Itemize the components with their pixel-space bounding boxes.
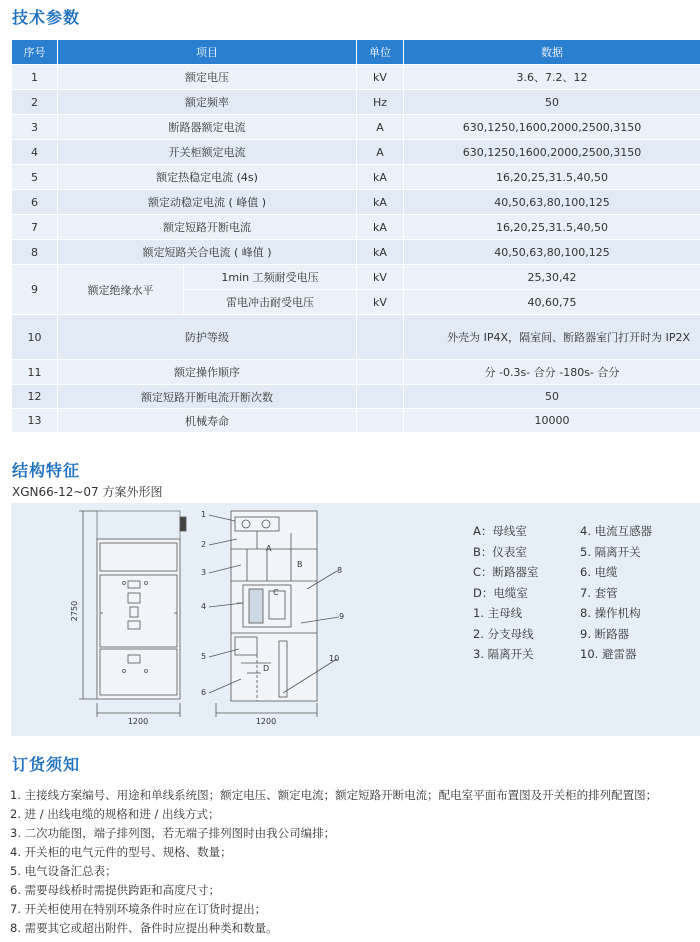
cell-no: 7 <box>12 215 58 240</box>
cell-data: 16,20,25,31.5,40,50 <box>404 165 700 190</box>
header-no: 序号 <box>12 40 58 65</box>
cell-unit: kA <box>357 240 404 265</box>
callout-4: 4 <box>201 602 207 611</box>
cell-unit: A <box>357 140 404 165</box>
table-row <box>12 190 700 215</box>
cell-no: 4 <box>12 140 58 165</box>
callout-5: 5 <box>201 652 207 661</box>
cell-item: 额定频率 <box>58 90 357 115</box>
figure-caption: XGN66-12~07 方案外形图 <box>12 485 163 499</box>
cell-data: 25,30,42 <box>404 265 700 290</box>
cell-no: 6 <box>12 190 58 215</box>
legend-item: 2. 分支母线 <box>473 626 534 641</box>
cell-item: 额定短路开断电流开断次数 <box>58 385 357 409</box>
cell-data: 630,1250,1600,2000,2500,3150 <box>404 140 700 165</box>
cell-unit <box>357 360 404 385</box>
switchgear-outline-drawing <box>11 503 471 736</box>
section-title-ordering: 订货须知 <box>12 755 81 774</box>
callout-9: 9 <box>339 612 345 621</box>
table-row <box>12 315 700 360</box>
spec-table <box>11 39 700 433</box>
note-item: 2. 进 / 出线电缆的规格和进 / 出线方式； <box>10 807 220 821</box>
legend-item: C：断路器室 <box>473 565 539 579</box>
table-row <box>12 360 700 385</box>
compartment-label-a: A <box>266 544 272 553</box>
cell-item: 额定操作顺序 <box>58 360 357 385</box>
cell-data: 40,60,75 <box>404 290 700 315</box>
note-item: 5. 电气设备汇总表； <box>10 864 117 878</box>
table-header-row <box>12 40 700 65</box>
note-item: 7. 开关柜使用在特别环境条件时应在订货时提出； <box>10 902 267 916</box>
cell-item: 额定短路关合电流 ( 峰值 ) <box>58 240 357 265</box>
cell-data: 10000 <box>404 409 700 433</box>
cell-data: 外壳为 IP4X，隔室间、断路器室门打开时为 IP2X <box>404 315 700 360</box>
legend-item: A：母线室 <box>473 524 527 538</box>
legend-item: 8. 操作机构 <box>580 606 641 620</box>
dimension-width-right-label: 1200 <box>255 717 277 726</box>
cell-unit: A <box>357 115 404 140</box>
cell-data: 50 <box>404 385 700 409</box>
dimension-height-label: 2750 <box>70 600 79 622</box>
legend-item: 6. 电缆 <box>580 565 618 579</box>
table-row <box>12 165 700 190</box>
legend-item: 1. 主母线 <box>473 606 523 620</box>
cell-item: 断路器额定电流 <box>58 115 357 140</box>
cell-item: 防护等级 <box>58 315 357 360</box>
cell-no: 12 <box>12 385 58 409</box>
legend-item: 9. 断路器 <box>580 626 630 641</box>
note-item: 6. 需要母线桥时需提供跨距和高度尺寸； <box>10 883 221 897</box>
cell-item: 额定绝缘水平 <box>58 265 184 315</box>
cell-unit: kA <box>357 165 404 190</box>
legend-row <box>473 646 652 667</box>
cell-unit: kV <box>357 65 404 90</box>
cell-item: 机械寿命 <box>58 409 357 433</box>
header-unit: 单位 <box>357 40 404 65</box>
note-item: 1. 主接线方案编号、用途和单线系统图；额定电压、额定电流；额定短路开断电流；配电室平面布置图及开关柜的排列配置图； <box>10 788 658 802</box>
legend-row <box>473 523 652 544</box>
table-row <box>12 65 700 90</box>
compartment-label-c: C <box>273 588 279 597</box>
figure-legend <box>473 523 652 667</box>
legend-item: 3. 隔离开关 <box>473 647 534 661</box>
cell-no: 8 <box>12 240 58 265</box>
header-item: 项目 <box>58 40 357 65</box>
legend-row <box>473 605 652 626</box>
cell-subitem: 1min 工频耐受电压 <box>184 265 357 290</box>
legend-row <box>473 564 652 585</box>
legend-row <box>473 585 652 606</box>
legend-item: 5. 隔离开关 <box>580 544 641 559</box>
table-row <box>12 90 700 115</box>
cell-data: 16,20,25,31.5,40,50 <box>404 215 700 240</box>
table-row <box>12 409 700 433</box>
dimension-width-left-label: 1200 <box>127 717 149 726</box>
legend-item: B：仪表室 <box>473 544 527 559</box>
cell-unit <box>357 385 404 409</box>
cell-no: 13 <box>12 409 58 433</box>
cell-no: 5 <box>12 165 58 190</box>
cell-no: 9 <box>12 265 58 315</box>
callout-10: 10 <box>329 654 340 663</box>
legend-row <box>473 626 652 647</box>
cell-unit: kA <box>357 215 404 240</box>
cell-data: 3.6、7.2、12 <box>404 65 700 90</box>
cell-no: 2 <box>12 90 58 115</box>
ordering-notes <box>10 787 657 939</box>
note-item: 3. 二次功能图，端子排列图，若无端子排列图时由我公司编排； <box>10 826 336 840</box>
cell-no: 1 <box>12 65 58 90</box>
cell-data: 40,50,63,80,100,125 <box>404 240 700 265</box>
cell-unit <box>357 409 404 433</box>
legend-item: D：电缆室 <box>473 585 528 600</box>
cell-data: 分 -0.3s- 合分 -180s- 合分 <box>404 360 700 385</box>
legend-item: 10. 避雷器 <box>580 647 637 661</box>
cell-item: 额定电压 <box>58 65 357 90</box>
cell-data: 630,1250,1600,2000,2500,3150 <box>404 115 700 140</box>
table-row <box>12 140 700 165</box>
cell-item: 额定动稳定电流 ( 峰值 ) <box>58 190 357 215</box>
cell-item: 开关柜额定电流 <box>58 140 357 165</box>
cell-unit <box>357 315 404 360</box>
table-row <box>12 215 700 240</box>
callout-2: 2 <box>201 540 207 549</box>
callout-8: 8 <box>337 566 343 575</box>
compartment-label-b: B <box>297 560 303 569</box>
cell-data: 40,50,63,80,100,125 <box>404 190 700 215</box>
header-data: 数据 <box>404 40 700 65</box>
note-item: 4. 开关柜的电气元件的型号、规格、数量； <box>10 845 232 859</box>
cell-unit: Hz <box>357 90 404 115</box>
callout-3: 3 <box>201 568 207 577</box>
section-title-tech-params: 技术参数 <box>12 8 81 27</box>
cell-subitem: 雷电冲击耐受电压 <box>184 290 357 315</box>
legend-item: 4. 电流互感器 <box>580 524 653 538</box>
callout-1: 1 <box>201 510 207 519</box>
table-row <box>12 240 700 265</box>
note-item: 8. 需要其它或超出附件、备件时应提出种类和数量。 <box>10 921 278 935</box>
legend-row <box>473 544 652 565</box>
compartment-label-d: D <box>263 664 270 673</box>
table-row <box>12 385 700 409</box>
cell-unit: kA <box>357 190 404 215</box>
cell-no: 11 <box>12 360 58 385</box>
section-title-structure: 结构特征 <box>12 461 81 480</box>
cell-item: 额定短路开断电流 <box>58 215 357 240</box>
callout-6: 6 <box>201 688 207 697</box>
legend-item: 7. 套管 <box>580 585 618 600</box>
table-row <box>12 115 700 140</box>
cell-item: 额定热稳定电流 (4s) <box>58 165 357 190</box>
table-row <box>12 265 700 290</box>
cell-unit: kV <box>357 265 404 290</box>
cell-no: 10 <box>12 315 58 360</box>
cell-unit: kV <box>357 290 404 315</box>
cell-data: 50 <box>404 90 700 115</box>
cell-no: 3 <box>12 115 58 140</box>
